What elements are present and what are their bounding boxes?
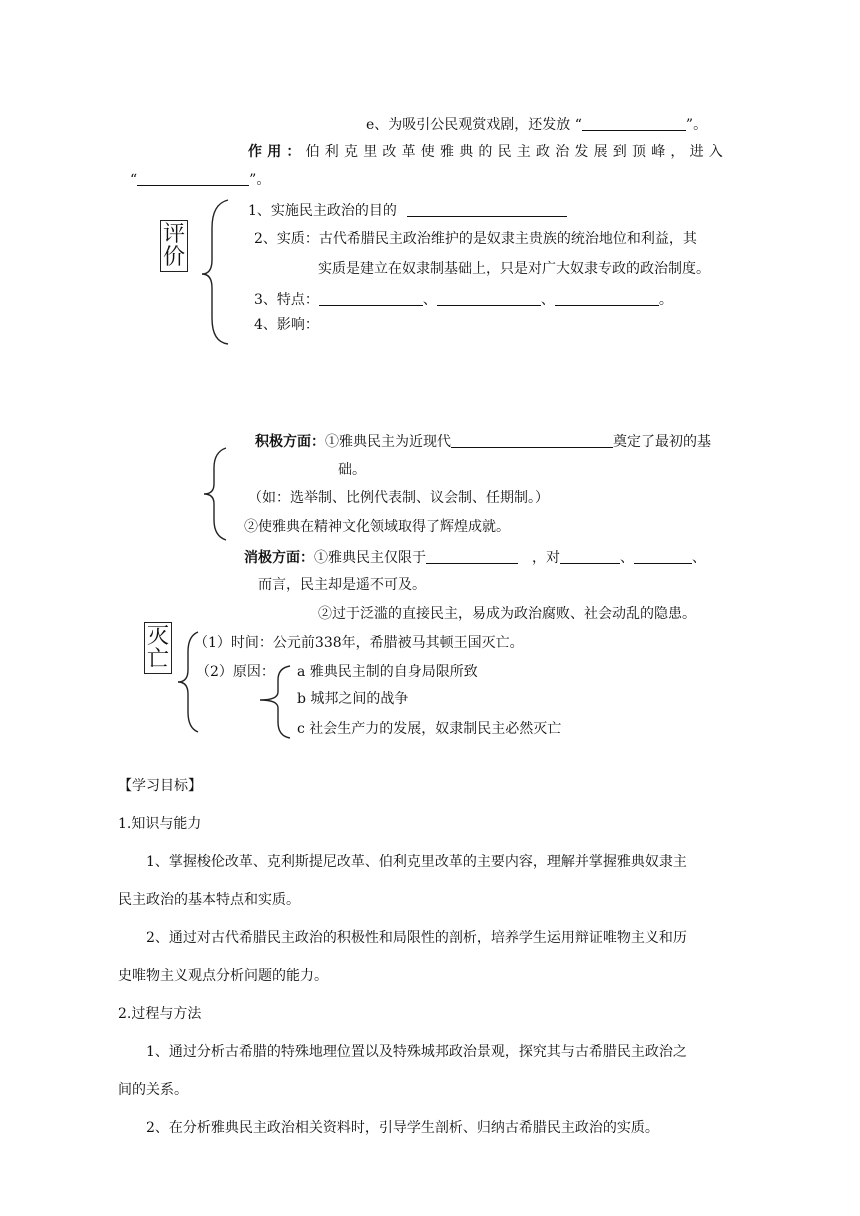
fall-box-text: 灭亡: [147, 624, 170, 672]
negative-1c: 而言，民主却是遥不可及。: [258, 577, 426, 593]
positive-2: ②使雅典在精神文化领域取得了辉煌成就。: [244, 519, 510, 535]
eval-item-1: [248, 202, 567, 218]
eval-item-3: [254, 291, 673, 307]
eval-item-2a: 2、实质：古代希腊民主政治维护的是奴隶主贵族的统治地位和利益，其: [254, 231, 697, 247]
eval-item-2b: 实质是建立在奴隶制基础上，只是对广大奴隶专政的政治制度。: [318, 261, 710, 277]
goals-s1-item1a: 1、掌握梭伦改革、克利斯提尼改革、伯利克里改革的主要内容，理解并掌握雅典奴隶主: [146, 854, 687, 870]
goals-s1-item2a: 2、通过对古代希腊民主政治的积极性和局限性的剖析，培养学生运用辩证唯物主义和历: [146, 930, 687, 946]
positive-1a: ①雅典民主为近现代: [325, 434, 451, 450]
blank-group-1: [560, 549, 620, 564]
eval-item-3-label: 3、特点：: [254, 292, 319, 308]
blank-purpose: [407, 202, 567, 217]
effect-label: 作用：: [248, 144, 306, 160]
negative-label: 消极方面：: [244, 550, 314, 566]
positive-label: 积极方面：: [255, 434, 325, 450]
goals-section-2: 2.过程与方法: [118, 1006, 202, 1022]
goals-s2-item1a: 1、通过分析古希腊的特殊地理位置以及特殊城邦政治景观，探究其与古希腊民主政治之: [146, 1044, 687, 1060]
eval-sep-2: 、: [540, 292, 555, 308]
positive-1c: 础。: [338, 462, 366, 478]
reason-brace: [256, 664, 296, 740]
eval-sep-1: 、: [422, 292, 437, 308]
goals-s2-item2: 2、在分析雅典民主政治相关资料时，引导学生剖析、归纳古希腊民主政治的实质。: [146, 1120, 659, 1136]
blank-ticket: [582, 116, 686, 131]
line-e-end: ”。: [685, 117, 708, 133]
positive-1b: 奠定了最初的基: [613, 434, 711, 450]
eval-item-3-end: 。: [658, 292, 673, 308]
evaluation-box-text: 评价: [163, 222, 186, 270]
fall-box-label: [144, 622, 172, 674]
negative-line-1: [244, 549, 706, 565]
reason-c: c 社会生产力的发展，奴隶制民主必然灭亡: [297, 721, 562, 737]
blank-limited: [426, 549, 518, 564]
blank-feature-2: [437, 291, 541, 306]
positive-brace: [200, 446, 240, 542]
fall-reason: （2）原因：: [196, 664, 275, 680]
negative-1b: ，对: [532, 550, 560, 566]
blank-effect: [137, 171, 249, 186]
eval-item-4: 4、影响：: [254, 317, 319, 333]
blank-modern: [451, 433, 613, 448]
line-e-text: e、为吸引公民观赏戏剧，还发放 “: [366, 117, 582, 133]
goals-section-1: 1.知识与能力: [118, 816, 202, 832]
goals-heading: 【学习目标】: [118, 778, 202, 794]
blank-feature-1: [319, 291, 423, 306]
fall-time: （1）时间：公元前338年，希腊被马其顿王国灭亡。: [194, 635, 524, 651]
reason-a: a 雅典民主制的自身局限所致: [297, 664, 478, 680]
effect-line: [248, 145, 728, 159]
blank-group-2: [634, 549, 692, 564]
effect-quote-close: ”。: [249, 172, 271, 188]
effect-quote-open: “: [130, 172, 138, 188]
goals-s1-item1b: 民主政治的基本特点和实质。: [118, 892, 300, 908]
negative-sep-1: 、: [620, 550, 634, 566]
evaluation-brace: [200, 198, 240, 346]
negative-2: ②过于泛滥的直接民主，易成为政治腐败、社会动乱的隐患。: [318, 606, 696, 622]
positive-note: （如：选举制、比例代表制、议会制、任期制。）: [248, 490, 549, 506]
negative-1a: ①雅典民主仅限于: [314, 550, 426, 566]
negative-sep-2: 、: [692, 550, 706, 566]
eval-item-1-text: 1、实施民主政治的目的: [248, 203, 397, 219]
line-e: [366, 116, 707, 132]
effect-line-2: [130, 171, 270, 187]
reason-b: b 城邦之间的战争: [297, 691, 409, 707]
evaluation-box-label: [160, 220, 188, 272]
goals-s2-item1b: 间的关系。: [118, 1082, 188, 1098]
goals-s1-item2b: 史唯物主义观点分析问题的能力。: [118, 968, 328, 984]
positive-line-1: [255, 433, 711, 449]
blank-feature-3: [555, 291, 659, 306]
effect-text: 伯利克里改革使雅典的民主政治发展到顶峰，进入: [305, 144, 729, 160]
